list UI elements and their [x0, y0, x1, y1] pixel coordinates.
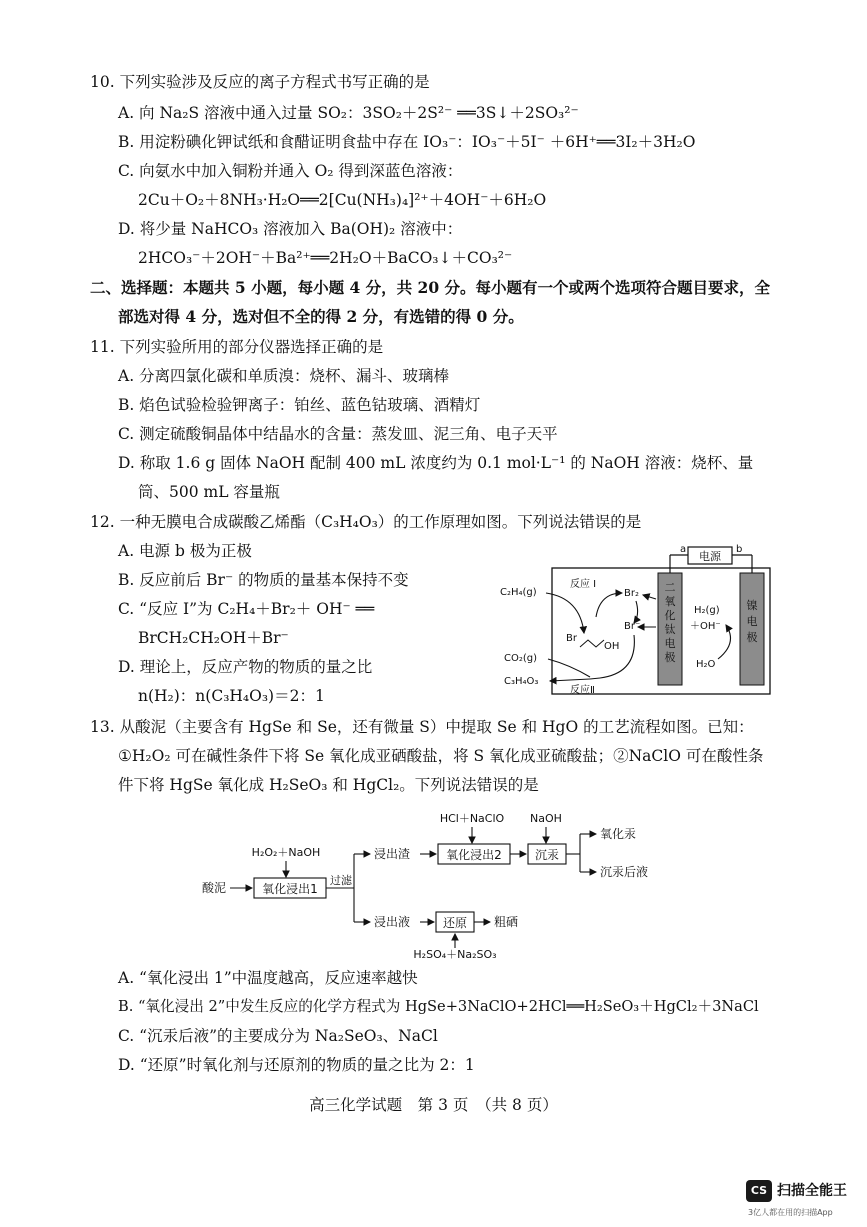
label-co2: CO₂(g) — [504, 653, 538, 664]
q12-option-c: C. “反应 I”为 C₂H₄＋Br₂＋ OH⁻ ══ — [118, 600, 375, 618]
svg-text:氧化浸出2: 氧化浸出2 — [446, 848, 502, 862]
label-acid-mud: 酸泥 — [202, 881, 227, 895]
process-flowchart — [200, 808, 670, 960]
q13-option-d: D. “还原”时氧化剂与还原剂的物质的量之比为 2：1 — [118, 1056, 475, 1074]
scanner-app-name: 扫描全能王 — [777, 1183, 847, 1199]
label-reaction2: 反应Ⅱ — [570, 685, 595, 696]
page-footer: 高三化学试题 第 3 页 （共 8 页） — [309, 1096, 558, 1114]
label-br: Br — [566, 633, 577, 644]
reagent-naoh: NaOH — [530, 812, 562, 825]
q10-option-c: C. 向氨水中加入铜粉并通入 O₂ 得到深蓝色溶液： — [118, 162, 463, 180]
q12-option-c-cont: BrCH₂CH₂OH＋Br⁻ — [138, 629, 289, 647]
q10-option-a: A. 向 Na₂S 溶液中通入过量 SO₂：3SO₂＋2S²⁻ ══3S↓＋2SO₃²⁻ — [118, 104, 579, 122]
q12-option-b: B. 反应前后 Br⁻ 的物质的量基本保持不变 — [118, 571, 409, 589]
pole-b: b — [736, 544, 743, 555]
scanner-logo-icon: CS — [746, 1180, 772, 1202]
reagent-hcl-naclo: HCl＋NaClO — [439, 812, 505, 825]
label-oh: OH — [604, 641, 620, 652]
q12-option-d-cont: n(H₂)：n(C₃H₄O₃)＝2：1 — [138, 687, 325, 705]
svg-text:钛: 钛 — [664, 623, 676, 636]
label-crude-selenium: 粗硒 — [494, 915, 519, 929]
label-mercury-oxide: 氧化汞 — [600, 827, 637, 841]
q13-stem: 13. 从酸泥（主要含有 HgSe 和 Se，还有微量 S）中提取 Se 和 HgO 的工艺流程如图。已知： — [90, 718, 754, 736]
q11-option-a: A. 分离四氯化碳和单质溴：烧杯、漏斗、玻璃棒 — [118, 367, 450, 385]
q12-option-a: A. 电源 b 极为正极 — [118, 542, 252, 560]
q13-stem-line2: ①H₂O₂ 可在碱性条件下将 Se 氧化成亚硒酸盐，将 S 氧化成亚硫酸盐；②NaClO 可在酸性条 — [118, 747, 764, 765]
svg-text:镍: 镍 — [746, 599, 758, 612]
label-oh-minus: ＋OH⁻ — [690, 621, 721, 632]
label-residue: 浸出渣 — [374, 847, 411, 861]
svg-text:还原: 还原 — [442, 916, 468, 930]
label-filtrate-after: 沉汞后液 — [600, 865, 649, 879]
q10-option-b: B. 用淀粉碘化钾试纸和食醋证明食盐中存在 IO₃⁻：IO₃⁻＋5I⁻ ＋6H⁺══3I₂＋3H₂O — [118, 133, 696, 151]
q13-option-c: C. “沉汞后液”的主要成分为 Na₂SeO₃、NaCl — [118, 1027, 438, 1045]
label-h2: H₂(g) — [694, 605, 720, 616]
pole-a: a — [680, 544, 687, 555]
q10-option-c-equation: 2Cu＋O₂＋8NH₃·H₂O══2[Cu(NH₃)₄]²⁺＋4OH⁻＋6H₂O — [138, 191, 547, 209]
q11-option-c: C. 测定硫酸铜晶体中结晶水的含量：蒸发皿、泥三角、电子天平 — [118, 425, 558, 443]
q11-stem: 11. 下列实验所用的部分仪器选择正确的是 — [90, 338, 384, 356]
q13-option-a: A. “氧化浸出 1”中温度越高，反应速率越快 — [118, 969, 418, 987]
scanner-watermark — [746, 1177, 856, 1225]
svg-text:极: 极 — [664, 651, 676, 664]
svg-text:电: 电 — [664, 637, 676, 650]
svg-text:二: 二 — [664, 581, 676, 594]
scanner-tagline: 3亿人都在用的扫描App — [748, 1208, 833, 1217]
label-h2o: H₂O — [696, 659, 716, 670]
q11-option-d-cont: 筒、500 mL 容量瓶 — [138, 483, 280, 501]
q11-option-d: D. 称取 1.6 g 固体 NaOH 配制 400 mL 浓度约为 0.1 mol·L⁻¹ 的 NaOH 溶液：烧杯、量 — [118, 454, 754, 472]
q13-option-b: B. “氧化浸出 2”中发生反应的化学方程式为 HgSe+3NaClO+2HCl══H₂SeO₃＋HgCl₂＋3NaCl — [118, 998, 759, 1015]
q13-stem-line3: 件下将 HgSe 氧化成 H₂SeO₃ 和 HgCl₂。下列说法错误的是 — [118, 776, 539, 794]
label-br2: Br₂ — [624, 588, 639, 599]
svg-text:极: 极 — [746, 631, 758, 644]
section-heading: 二、选择题：本题共 5 小题，每小题 4 分，共 20 分。每小题有一个或两个选项符合题目要求，全 — [90, 278, 771, 297]
reagent-h2so4-na2so3: H₂SO₄＋Na₂SO₃ — [413, 948, 497, 960]
svg-text:沉汞: 沉汞 — [534, 848, 560, 862]
label-br-minus: Br⁻ — [624, 621, 641, 632]
right-electrode-label — [747, 598, 758, 644]
reagent-h2o2-naoh: H₂O₂＋NaOH — [251, 846, 321, 859]
label-filter: 过滤 — [330, 874, 352, 887]
q12-option-d: D. 理论上，反应产物的物质的量之比 — [118, 658, 373, 676]
label-c2h4: C₂H₄(g) — [500, 587, 537, 598]
svg-text:电: 电 — [746, 615, 758, 628]
q10-stem: 10. 下列实验涉及反应的离子方程式书写正确的是 — [90, 73, 430, 91]
q10-option-d-equation: 2HCO₃⁻＋2OH⁻＋Ba²⁺══2H₂O＋BaCO₃↓＋CO₃²⁻ — [138, 249, 513, 267]
label-reaction1: 反应 I — [570, 579, 597, 590]
section-heading-line2: 部选对得 4 分，选对但不全的得 2 分，有选错的得 0 分。 — [118, 307, 524, 326]
q11-option-b: B. 焰色试验检验钾离子：铂丝、蓝色钴玻璃、酒精灯 — [118, 396, 481, 414]
svg-text:氧: 氧 — [664, 595, 676, 608]
right-electrode — [740, 573, 764, 685]
power-label: 电源 — [699, 550, 721, 563]
svg-text:氧化浸出1: 氧化浸出1 — [262, 882, 318, 896]
q12-stem: 12. 一种无膜电合成碳酸乙烯酯（C₃H₄O₃）的工作原理如图。下列说法错误的是 — [90, 513, 642, 531]
q10-option-d: D. 将少量 NaHCO₃ 溶液加入 Ba(OH)₂ 溶液中： — [118, 220, 463, 238]
label-c3h4o3: C₃H₄O₃ — [504, 676, 539, 687]
electrolysis-diagram — [500, 543, 780, 703]
left-electrode-label — [665, 581, 676, 664]
svg-text:化: 化 — [664, 609, 676, 622]
label-leachate: 浸出液 — [374, 915, 411, 929]
